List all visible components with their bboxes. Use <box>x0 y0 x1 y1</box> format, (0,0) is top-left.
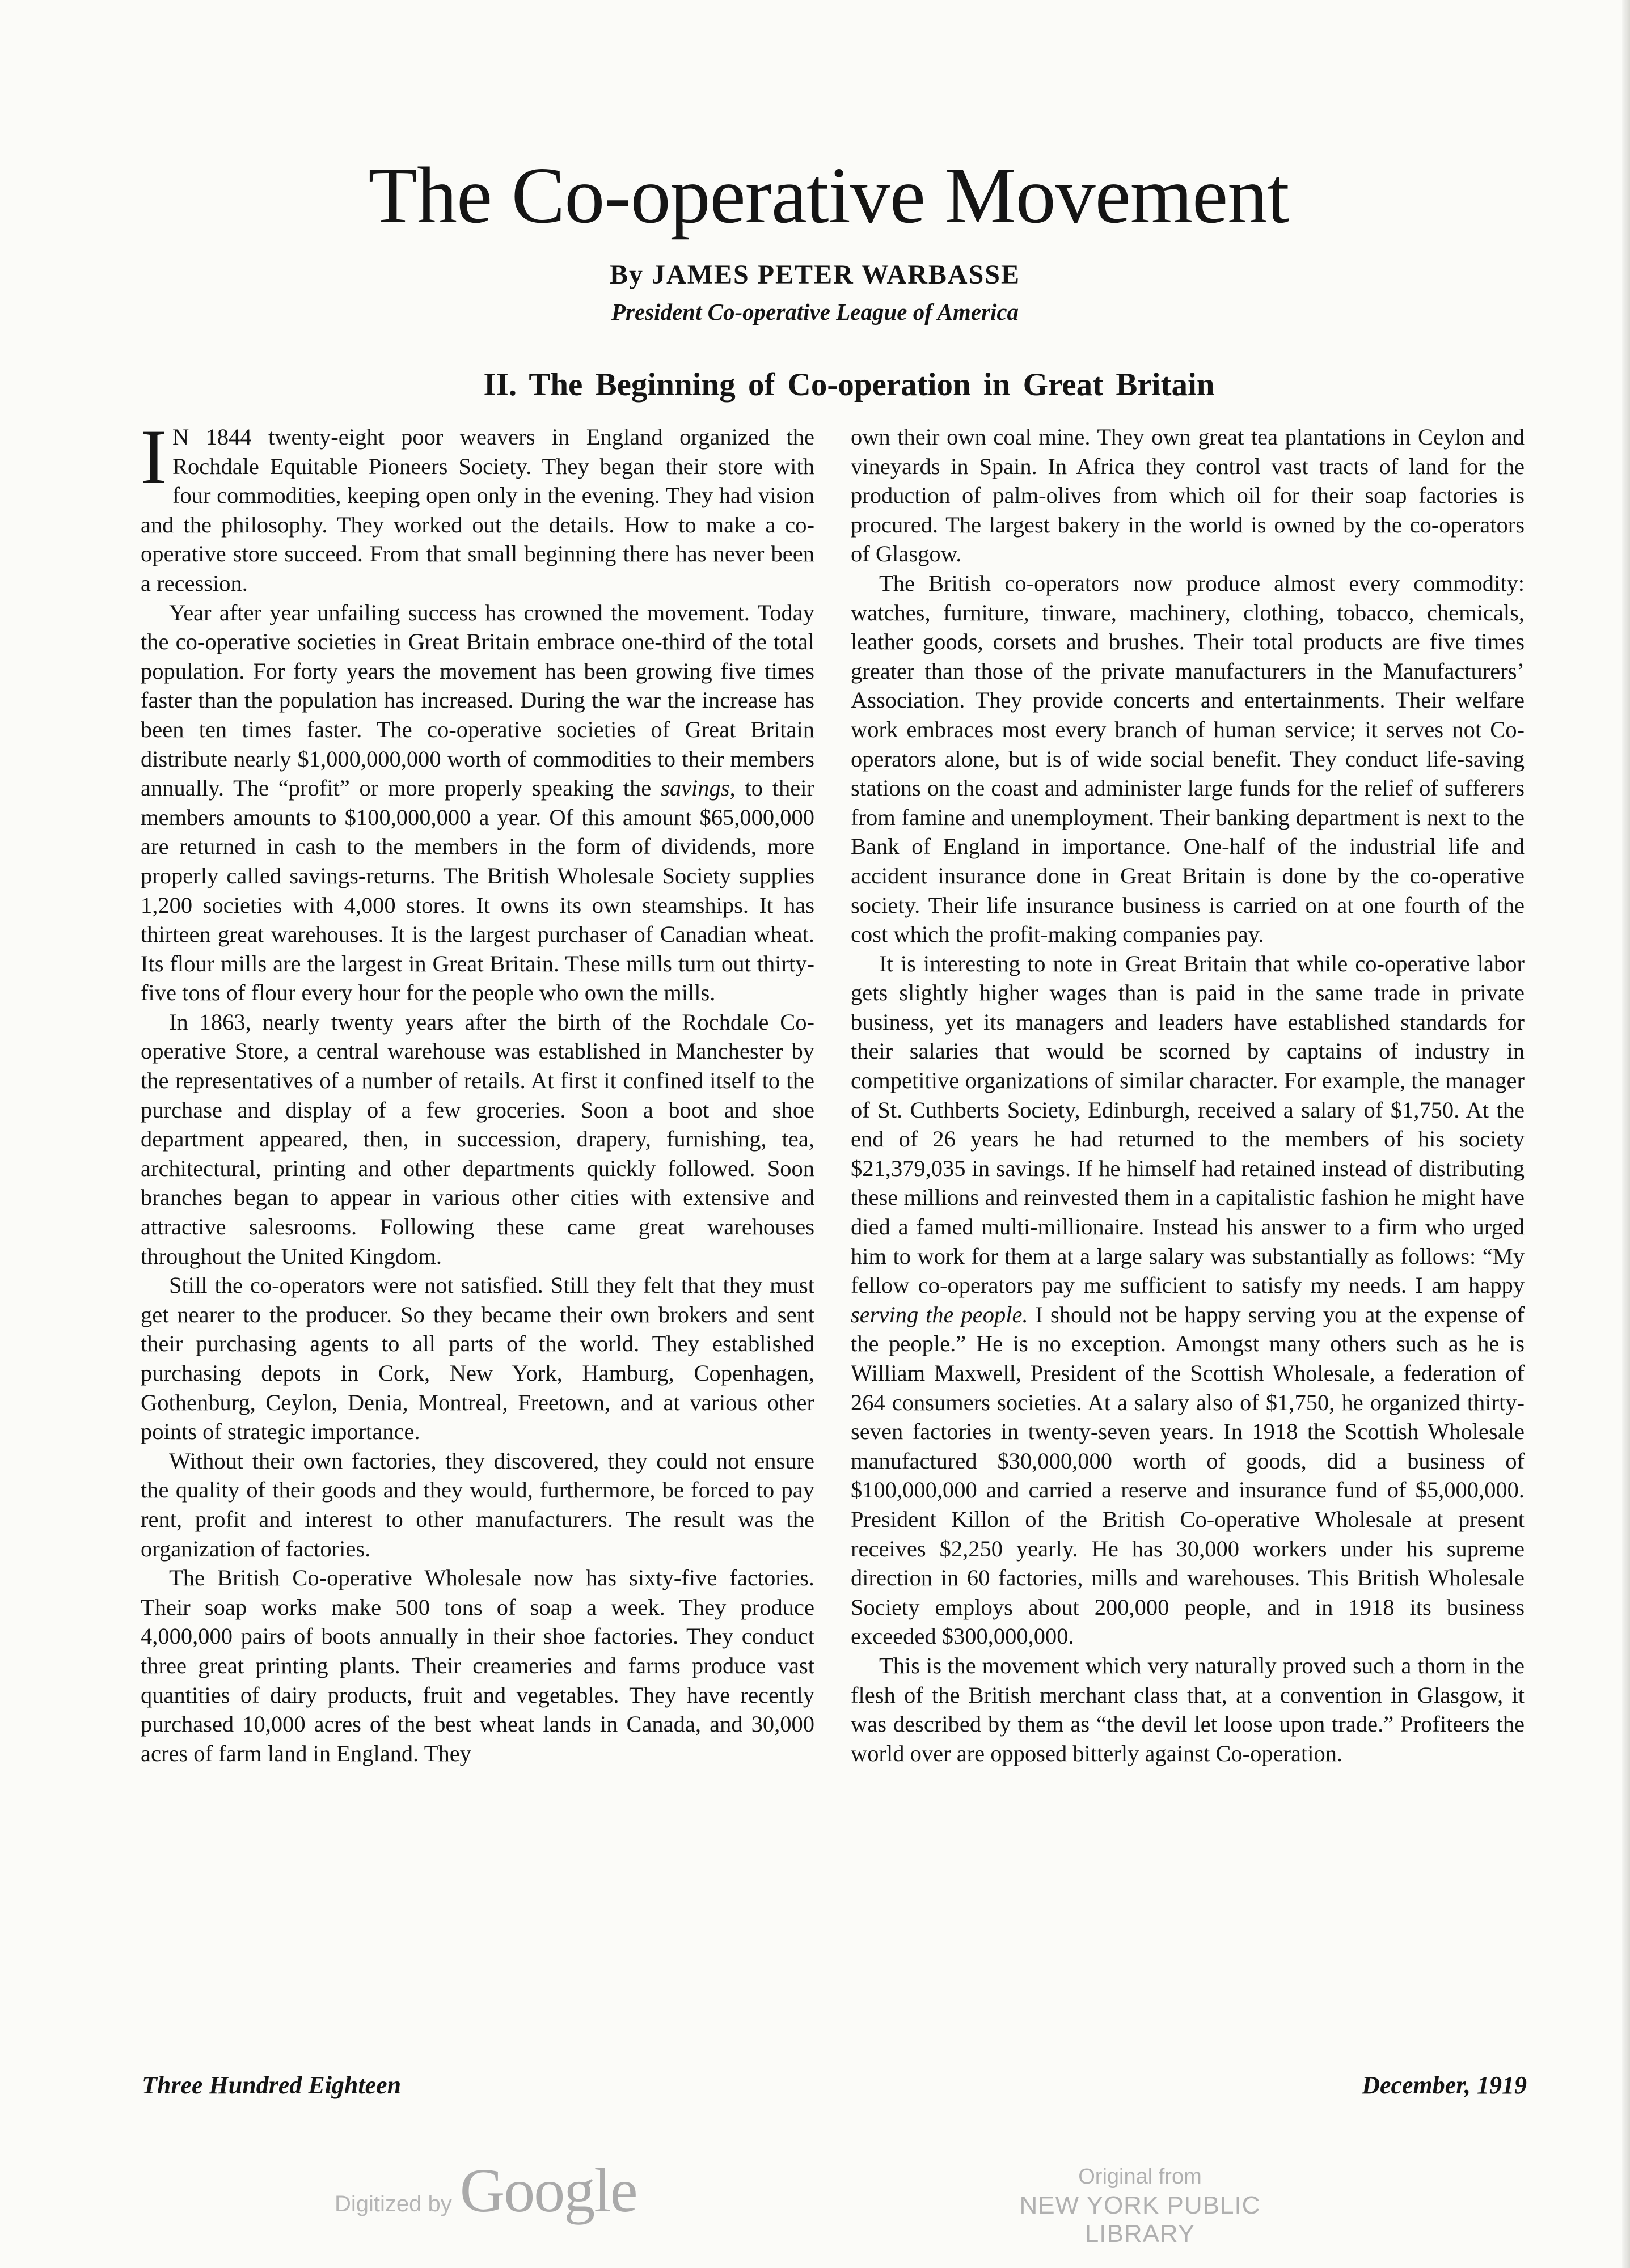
article-masthead <box>0 150 1630 403</box>
paragraph: The British co-operators now produce almost every commodity: watches, furniture, tinware, machinery, clothing, tobacco, chemicals, leather goods, corsets and brushes. Their total products are five times greater than those of the private manufacturers in the Manufacturers’ Association. They provide concerts and entertainments. Their welfare work embraces most every branch of human service; it serves not Co-operators alone, but is of wide social benefit. They conduct life-saving stations on the coast and administer large funds for the relief of sufferers from famine and unemployment. Their banking department is next to the Bank of England in importance. One-half of the industrial life and accident insurance done in Great Britain is done by the co-operative society. Their life insurance business is carried on at one fourth of the cost which the profit-making companies pay. <box>851 570 1525 947</box>
page-footer <box>142 2071 1527 2100</box>
paragraph <box>141 598 814 1008</box>
library-name: NEW YORK PUBLIC LIBRARY <box>1019 2191 1261 2248</box>
paragraph: This is the movement which very naturally proved such a thorn in the flesh of the British merchant class that, at a convention in Glasgow, it was described by them as “the devil let loose upon trade.” Profiteers the world over are opposed bitterly against Co-operation. <box>851 1652 1525 1766</box>
paragraph-text: N 1844 twenty-eight poor weavers in England organized the Rochdale Equitable Pioneers Society. They began their store with four commodities, keeping open only in the evening. They had vision and the philosophy. They worked out the details. How to make a co-operative store succeed. From that small beginning there has never been a recession. <box>141 424 814 596</box>
italic-term: savings <box>661 775 730 801</box>
paragraph-text: It is interesting to note in Great Britain that while co-operative labor gets slightly higher wages than is paid in the same trade in private business, yet its managers and leaders have established standards for their salaries that would be scorned by captains of industry in competitive organizations of similar character. For example, the manager of St. Cuthberts Society, Edinburgh, received a salary of $1,750. At the end of 26 years he had returned to the members of his society $21,379,035 in savings. If he himself had retained instead of distributing these millions and reinvested them in a capitalistic fashion he might have died a famed multi-millionaire. Instead his answer to a firm who urged him to work for them at a large salary was substantially as follows: “My fellow co-operators pay me sufficient to satisfy my needs. I am happy <box>851 950 1525 1298</box>
italic-quote: serving the people. <box>851 1301 1028 1327</box>
section-heading: II. The Beginning of Co-operation in Great Britain <box>483 367 1215 403</box>
page-number-label: Three Hundred Eighteen <box>142 2071 402 2099</box>
author-byline: By JAMES PETER WARBASSE <box>610 260 1020 290</box>
paragraph: Still the co-operators were not satisfied. Still they felt that they must get nearer to the producer. So they became their own brokers and sent their purchasing agents to all parts of the world. They established purchasing depots in Cork, New York, Hamburg, Copenhagen, Gothenburg, Ceylon, Denia, Montreal, Freetown, and at various other points of strategic importance. <box>141 1272 814 1445</box>
original-from-label: Original from <box>1078 2165 1202 2189</box>
drop-cap: I <box>141 413 167 500</box>
paragraph-text: Year after year unfailing success has crowned the movement. Today the co-operative societies in Great Britain embrace one-third of the total population. For forty years the movement has been growing five times faster than the population has increased. During the war the increase has been ten times faster. The co-operative societies of Great Britain distribute nearly $1,000,000,000 worth of commodities to their members annually. The “profit” or more properly speaking the <box>141 599 814 801</box>
paragraph <box>141 413 814 598</box>
article-body <box>141 413 1525 2072</box>
paragraph-text: I should not be happy serving you at the expense of the people.” He is no exception. Amongst many others such as he is William Maxwell, President of the Scottish Wholesale, a federation of 264 consumers societies. At a salary also of $1,750, he organized thirty-seven factories in twenty-seven years. In 1918 the Scottish Wholesale manufactured $30,000,000 worth of goods, did a business of $100,000,000 and carried a reserve and insurance fund of $5,000,000. President Killon of the British Co-operative Wholesale at present receives $2,250 yearly. He has 30,000 workers under his supreme direction in 60 factories, mills and warehouses. This British Wholesale Society employs about 200,000 people, and in 1918 its business exceeded $300,000,000. <box>851 1301 1525 1649</box>
paragraph: own their own coal mine. They own great tea plantations in Ceylon and vineyards in Spain. In Africa they control vast tracts of land for the production of palm-olives from which oil for their soap factories is procured. The largest bakery in the world is owned by the co-operators of Glasgow. <box>851 424 1525 567</box>
article-title: The Co-operative Movement <box>368 150 1289 240</box>
paragraph: In 1863, nearly twenty years after the birth of the Rochdale Co-operative Store, a central warehouse was established in Manchester by the representatives of a number of retails. At first it confined itself to the purchase and display of a few groceries. Soon a boot and shoe department appeared, then, in succession, drapery, furnishing, tea, architectural, printing and other departments quickly followed. Soon branches began to appear in various other cities with extensive and attractive salesrooms. Following these came great warehouses throughout the United Kingdom. <box>141 1009 814 1269</box>
column-right <box>851 422 1525 2072</box>
google-logo: Google <box>459 2156 637 2225</box>
author-role: President Co-operative League of America <box>611 299 1019 325</box>
digitized-by-watermark <box>335 2155 637 2227</box>
paragraph: Without their own factories, they discovered, they could not ensure the quality of their goods and they would, furthermore, be forced to pay rent, profit and interest to other manufacturers. The result was the organization of factories. <box>141 1448 814 1562</box>
paragraph: The British Co-operative Wholesale now has sixty-five factories. Their soap works make 500 tons of soap a week. They produce 4,000,000 pairs of boots annually in their shoe factories. They conduct three great printing plants. Their creameries and farms produce vast quantities of dairy products, fruit and vegetables. They have recently purchased 10,000 acres of the best wheat lands in Canada, and 30,000 acres of farm land in England. They <box>141 1565 814 1766</box>
provenance-watermark <box>964 2165 1316 2248</box>
digitized-label: Digitized by <box>335 2191 452 2216</box>
paragraph <box>851 949 1525 1651</box>
paragraph-text: , to their members amounts to $100,000,000 a year. Of this amount $65,000,000 are returned in cash to the members in the form of dividends, more properly called savings-returns. The British Wholesale Society supplies 1,200 societies with 4,000 stores. It owns its own steamships. It has thirteen great warehouses. It is the largest purchaser of Canadian wheat. Its flour mills are the largest in Great Britain. These mills turn out thirty-five tons of flour every hour for the people who own the mills. <box>141 775 814 1006</box>
issue-date: December, 1919 <box>1362 2071 1527 2099</box>
column-left <box>141 413 814 2072</box>
